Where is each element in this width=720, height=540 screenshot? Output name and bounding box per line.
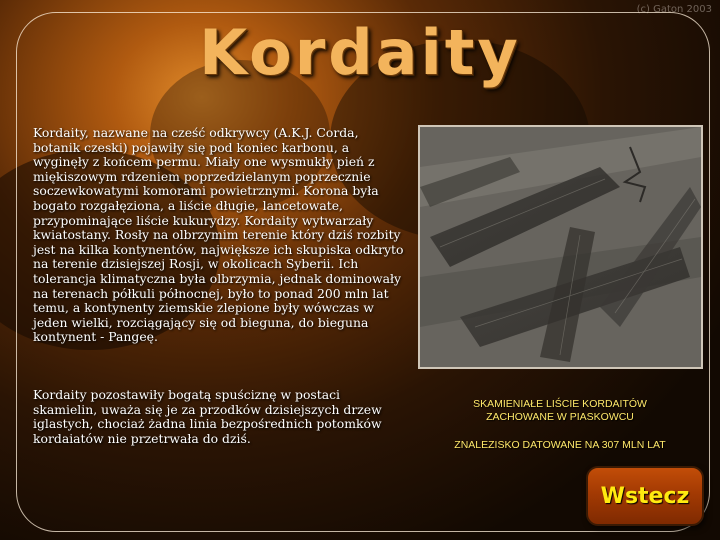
back-button-label: Wstecz — [600, 483, 690, 509]
fossil-photo — [418, 125, 703, 369]
copyright-text: (c) Gaton 2003 — [636, 4, 712, 15]
body-paragraph-2: Kordaity pozostawiły bogatą spuściznę w postaci skamielin, uważa się je za przodków dzisiejszych drzew iglastych, chociaż żadna linia bezpośrednich potomków kordaiatów nie przetrwała do dziś. — [33, 387, 382, 446]
photo-caption: SKAMIENIAŁE LIŚCIE KORDAITÓW ZACHOWANE W PIASKOWCU — [473, 398, 647, 423]
fossil-leaves-illustration — [420, 127, 701, 367]
body-paragraph-1: Kordaity, nazwane na cześć odkrywcy (A.K.J. Corda, botanik czeski) pojawiły się pod koniec karbonu, a wyginęły z końcem permu. Miały one wysmukły pień z miękiszowym rdzeniem poprzedzielanym poprzecznie soczewkowatymi komorami powietrznymi. Korona była bogato rozgałęziona, a liście długie, lancetowate, przypominające liście kukurydzy. Kordaity wytwarzały kwiatostany. Rosły na olbrzymim terenie który dziś rozbity jest na kilka kontynentów, największe ich skupiska odkryto na terenie dzisiejszej Rosji, w okolicach Syberii. Ich tolerancja klimatyczna była olbrzymia, jednak dominowały na terenach półkuli północnej, było to ponad 200 mln lat temu, a kontynenty ziemskie zlepione były wówczas w jeden wielki, rozciągający się od bieguna, do bieguna kontynent - Pangeę. — [33, 125, 404, 345]
date-caption: ZNALEZISKO DATOWANE NA 307 MLN LAT — [454, 439, 666, 451]
back-button[interactable] — [586, 466, 704, 526]
page-title: Kordaity — [199, 16, 521, 89]
